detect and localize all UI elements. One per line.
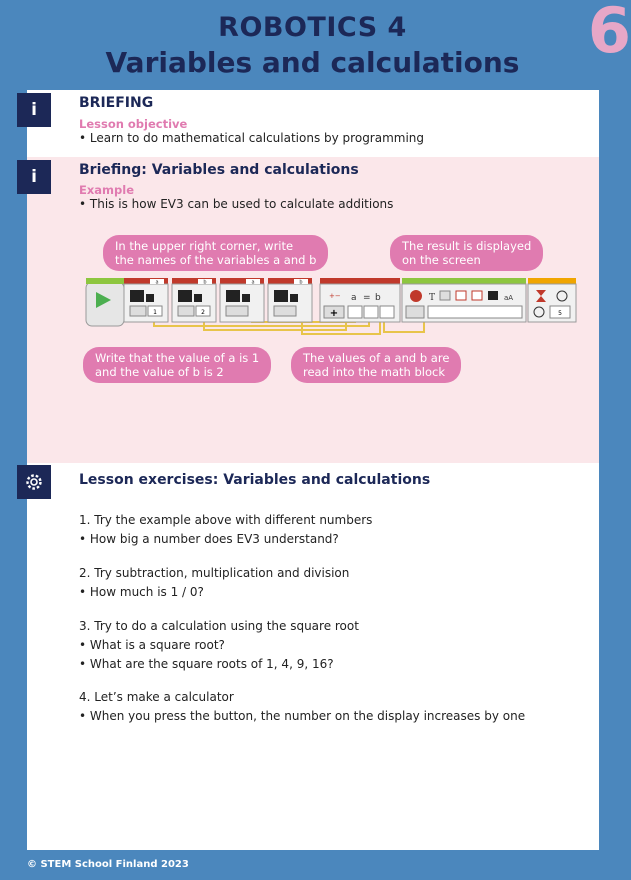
exercise-3-bullet-2: • What are the square roots of 1, 4, 9, 16?: [79, 657, 334, 671]
example-bullet: • This is how EV3 can be used to calculate additions: [79, 197, 394, 211]
exercise-3-heading: 3. Try to do a calculation using the square root: [79, 619, 359, 633]
svg-text:2: 2: [201, 309, 205, 316]
example-label: Example: [79, 183, 134, 197]
svg-text:1: 1: [153, 309, 157, 316]
exercise-3-bullet-1: • What is a square root?: [79, 638, 225, 652]
objective-bullet: • Learn to do mathematical calculations by programming: [79, 131, 425, 145]
svg-text:5: 5: [558, 310, 562, 317]
exercise-1-bullet: • How big a number does EV3 understand?: [79, 532, 339, 546]
svg-text:=: =: [363, 293, 371, 303]
callout-variable-values: Write that the value of a is 1 and the value of b is 2: [83, 347, 271, 383]
svg-text:a: a: [155, 279, 159, 286]
svg-text:a: a: [351, 293, 357, 303]
exercise-1-heading: 1. Try the example above with different numbers: [79, 513, 373, 527]
page-header: [0, 0, 631, 90]
svg-text:a: a: [251, 279, 255, 286]
exercises-title: Lesson exercises: Variables and calculations: [79, 472, 431, 488]
svg-text:b: b: [299, 279, 303, 286]
copyright-footer: © STEM School Finland 2023: [27, 859, 189, 870]
svg-text:+−: +−: [329, 292, 341, 300]
svg-text:b: b: [375, 293, 381, 303]
callout-math-inputs: The values of a and b are read into the math block: [291, 347, 461, 383]
svg-text:T: T: [429, 293, 436, 303]
info-icon: i: [17, 93, 51, 127]
objective-label: Lesson objective: [79, 117, 188, 131]
page-title: ROBOTICS 4: [218, 12, 407, 43]
example-title: Briefing: Variables and calculations: [79, 162, 359, 178]
ev3-program-image: [84, 272, 594, 344]
callout-variable-names: In the upper right corner, write the names of the variables a and b: [103, 235, 328, 271]
page-number: 6: [587, 0, 631, 67]
callout-result-display: The result is displayed on the screen: [390, 235, 543, 271]
svg-text:b: b: [203, 279, 207, 286]
exercise-2-heading: 2. Try subtraction, multiplication and division: [79, 566, 350, 580]
gear-icon: [17, 465, 51, 499]
briefing-title: BRIEFING: [79, 95, 154, 111]
page-subtitle: Variables and calculations: [105, 46, 520, 79]
exercise-4-bullet: • When you press the button, the number on the display increases by one: [79, 709, 526, 723]
svg-text:+: +: [329, 308, 339, 319]
svg-text:aA: aA: [504, 294, 514, 302]
exercise-4-heading: 4. Let’s make a calculator: [79, 690, 234, 704]
exercise-2-bullet: • How much is 1 / 0?: [79, 585, 204, 599]
info-icon: i: [17, 160, 51, 194]
